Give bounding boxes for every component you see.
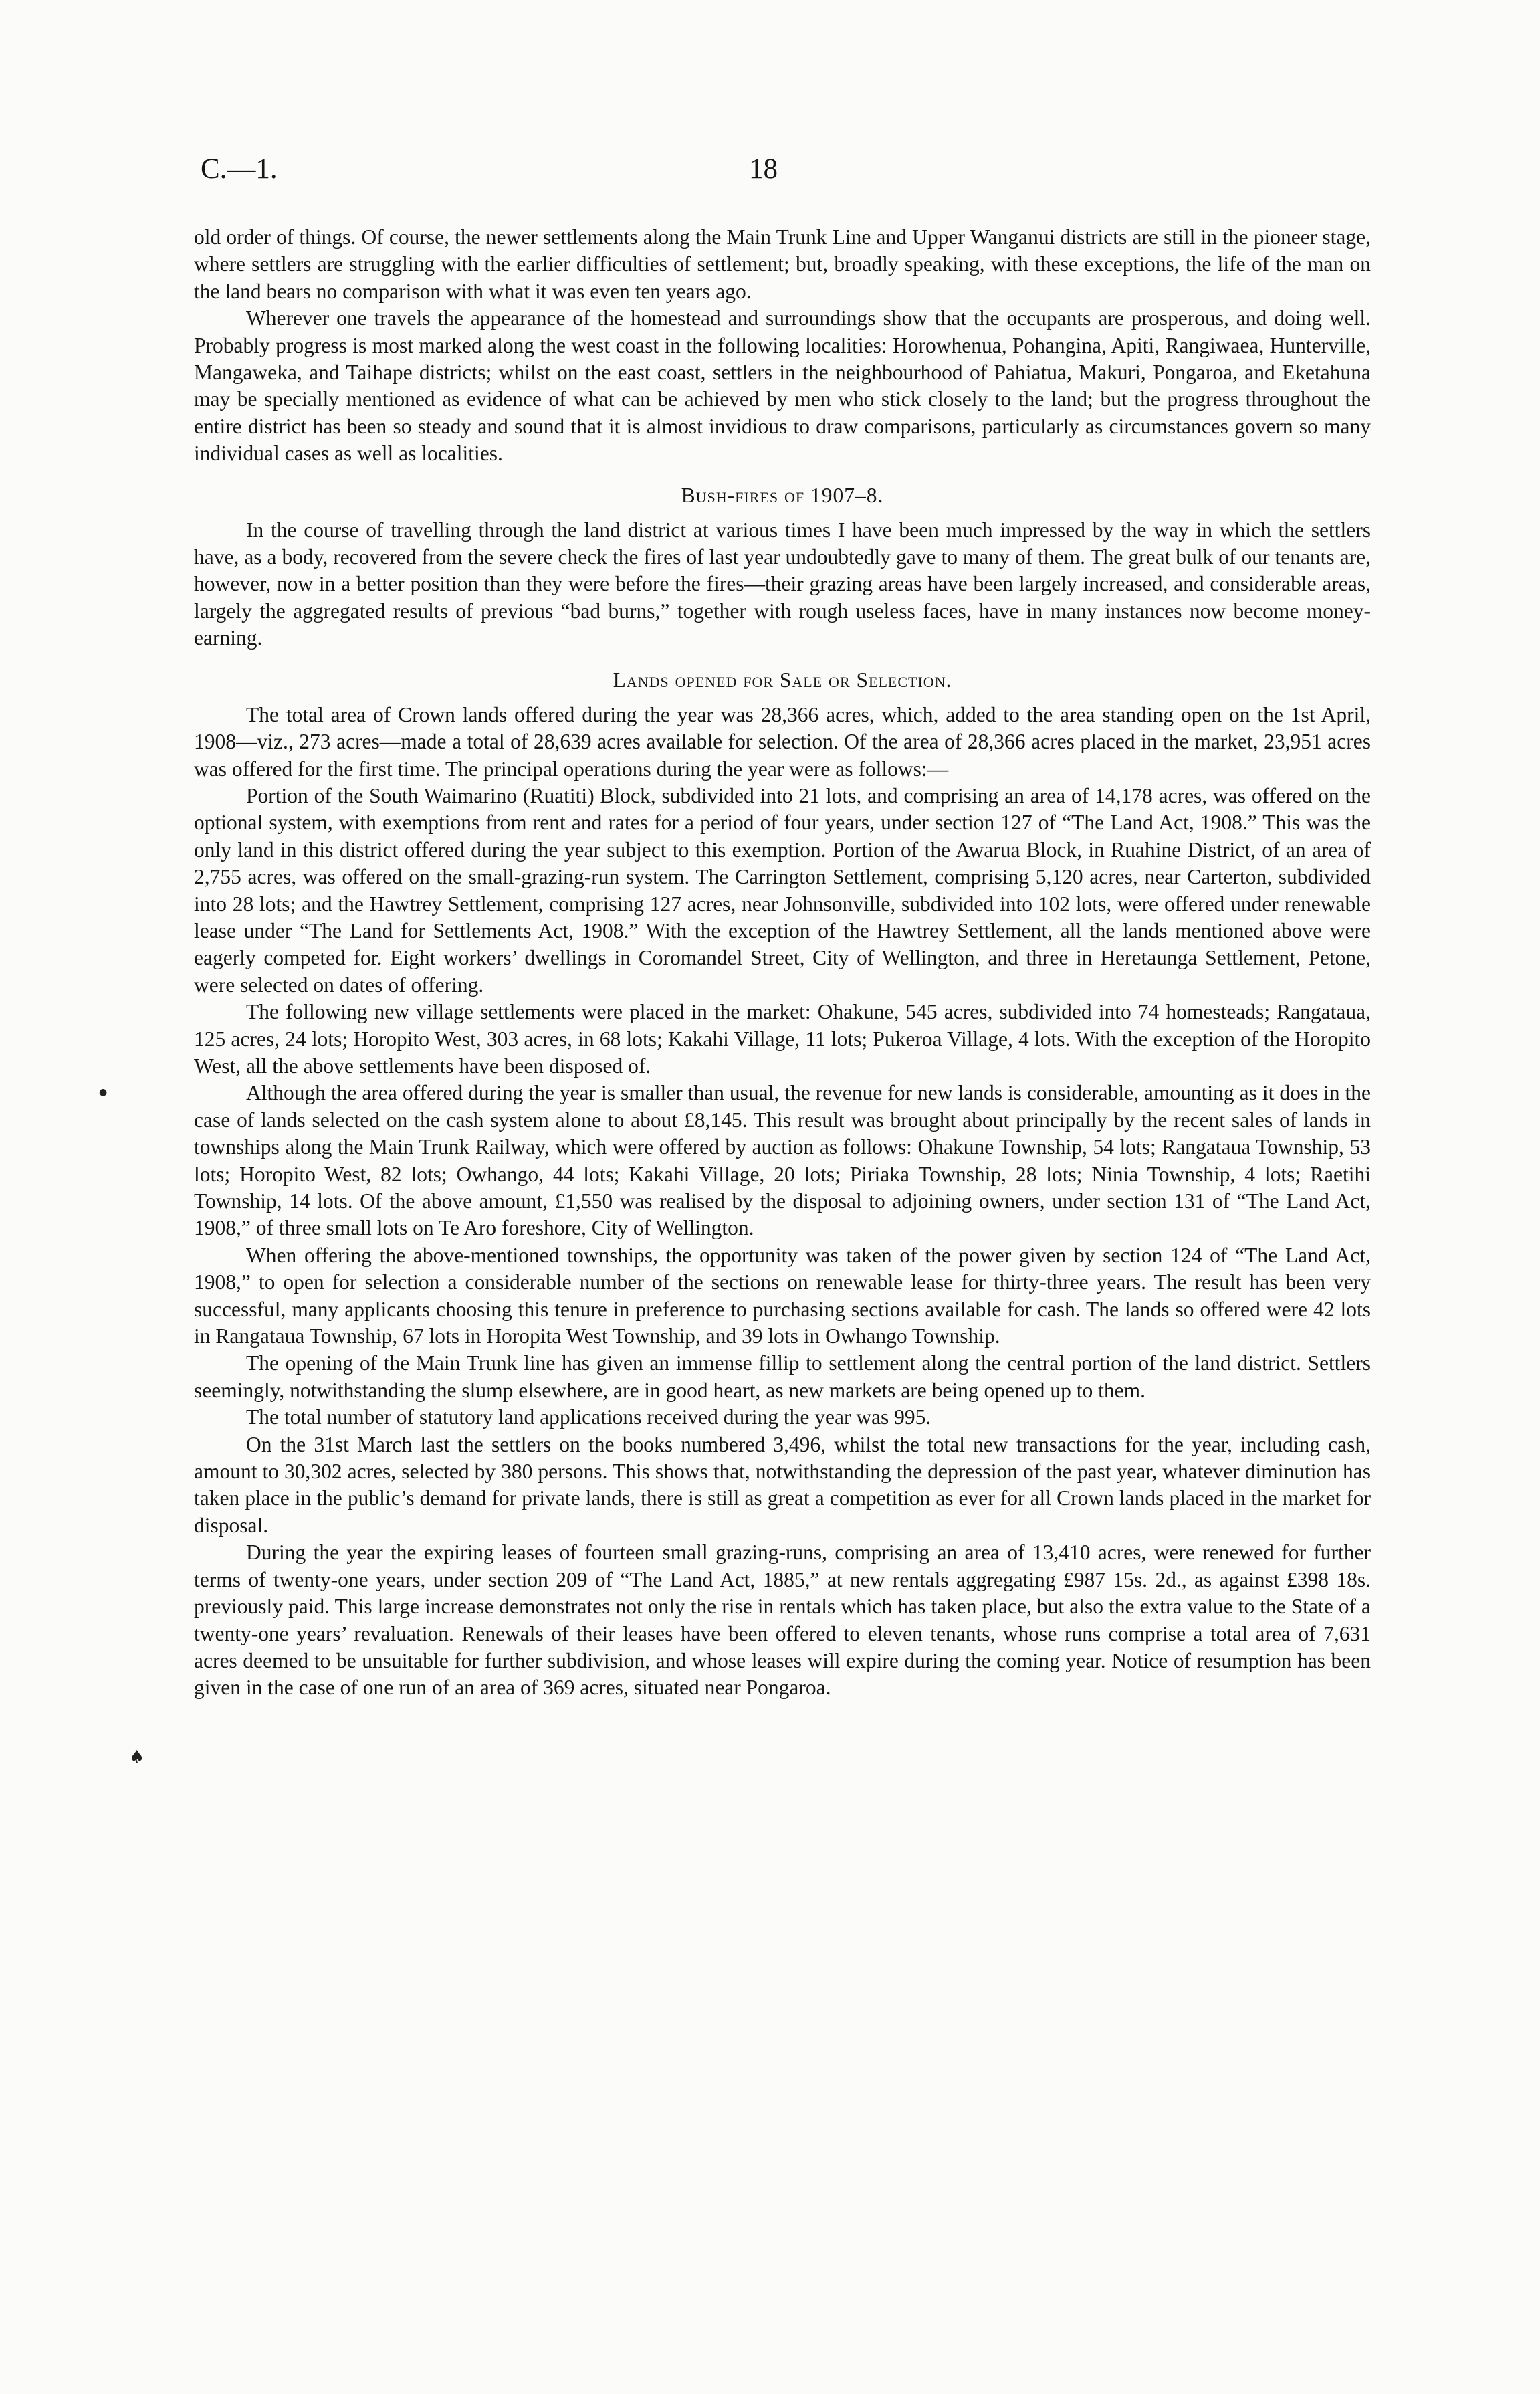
margin-dot-mark: ● bbox=[99, 1087, 108, 1098]
document-reference: C.—1. bbox=[201, 153, 278, 185]
paragraph: old order of things. Of course, the newer settlements along the Main Trunk Line and Upper Wanganui districts are still in the pioneer stage, where settlers are struggling with the earlier difficulties of settlement; but, broadly speaking, with these exceptions, the life of the man on the land bears no comparison with what it was even ten years ago. bbox=[194, 225, 1371, 303]
page-number: 18 bbox=[749, 153, 778, 185]
paragraph: The opening of the Main Trunk line has given an immense fillip to settlement along the central portion of the land district. Settlers seemingly, notwithstanding the slump elsewhere, are in good heart, as new markets are being opened up to them. bbox=[194, 1351, 1371, 1402]
document-body bbox=[194, 224, 1371, 1702]
paragraph: In the course of travelling through the land district at various times I have been much impressed by the way in which the settlers have, as a body, recovered from the severe check the fires of last year undoubtedly gave to many of them. The great bulk of our tenants are, however, now in a better position than they were before the fires—their grazing areas have been largely increased, and considerable areas, largely the aggregated results of previous “bad burns,” together with rough useless faces, have in many instances now become money-earning. bbox=[194, 518, 1371, 650]
paragraph: The following new village settlements were placed in the market: Ohakune, 545 acres, subdivided into 74 homesteads; Rangataua, 125 acres, 24 lots; Horopito West, 303 acres, in 68 lots; Kakahi Village, 11 lots; Pukeroa Village, 4 lots. With the exception of the Horopito West, all the above settlements have been disposed of. bbox=[194, 1000, 1371, 1078]
paragraph: The total area of Crown lands offered during the year was 28,366 acres, which, added to the area standing open on the 1st April, 1908—viz., 273 acres—made a total of 28,639 acres available for selection. Of the area of 28,366 acres placed in the market, 23,951 acres was offered for the first time. The principal operations during the year were as follows:— bbox=[194, 702, 1371, 781]
paragraph: On the 31st March last the settlers on the books numbered 3,496, whilst the total new transactions for the year, including cash, amount to 30,302 acres, selected by 380 persons. This shows that, notwithstanding the depression of the past year, whatever diminution has taken place in the public’s demand for private lands, there is still as great a competition as ever for all Crown lands placed in the market for disposal. bbox=[194, 1432, 1371, 1537]
paragraph: Although the area offered during the year is smaller than usual, the revenue for new lands is considerable, amounting as it does in the case of lands selected on the cash system alone to about £8,145. This result was brought about principally by the recent sales of lands in townships along the Main Trunk Railway, which were offered by auction as follows: Ohakune Township, 54 lots; Rangataua Township, 53 lots; Horopito West, 82 lots; Owhango, 44 lots; Kakahi Village, 20 lots; Piriaka Township, 28 lots; Ninia Township, 4 lots; Raetihi Township, 14 lots. Of the above amount, £1,550 was realised by the disposal to adjoining owners, under section 131 of “The Land Act, 1908,” of three small lots on Te Aro foreshore, City of Wellington. bbox=[194, 1081, 1371, 1240]
section-heading: Lands opened for Sale or Selection. bbox=[613, 668, 952, 692]
margin-ink-blot: ♠ bbox=[129, 1747, 145, 1767]
paragraph: Wherever one travels the appearance of the homestead and surroundings show that the occupants are prosperous, and doing well. Probably progress is most marked along the west coast in the following localities: Horowhenua, Pohangina, Apiti, Rangiwaea, Hunterville, Mangaweka, and Taihape districts; whilst on the east coast, settlers in the neighbourhood of Pahiatua, Makuri, Pongaroa, and Eketahuna may be specially mentioned as evidence of what can be achieved by men who stick closely to the land; but the progress throughout the entire district has been so steady and sound that it is almost invidious to draw comparisons, particularly as circumstances govern so many individual cases as well as localities. bbox=[194, 306, 1371, 466]
paragraph: During the year the expiring leases of fourteen small grazing-runs, comprising an area of 13,410 acres, were renewed for further terms of twenty-one years, under section 209 of “The Land Act, 1885,” at new rentals aggregating £987 15s. 2d., as against £398 18s. previously paid. This large increase demonstrates not only the rise in rentals which has taken place, but also the extra value to the State of a twenty-one years’ revaluation. Renewals of their leases have been offered to eleven tenants, whose runs comprise a total area of 7,631 acres deemed to be unsuitable for further subdivision, and whose leases will expire during the coming year. Notice of resumption has been given in the case of one run of an area of 369 acres, situated near Pongaroa. bbox=[194, 1540, 1371, 1700]
paragraph: The total number of statutory land applications received during the year was 995. bbox=[246, 1405, 931, 1429]
section-heading: Bush-fires of 1907–8. bbox=[681, 483, 884, 507]
paragraph: Portion of the South Waimarino (Ruatiti) Block, subdivided into 21 lots, and comprising an area of 14,178 acres, was offered on the optional system, with exemptions from rent and rates for a period of four years, under section 127 of “The Land Act, 1908.” This was the only land in this district offered during the year subject to this exemption. Portion of the Awarua Block, in Ruahine District, of an area of 2,755 acres, was offered on the small-grazing-run system. The Carrington Settlement, comprising 5,120 acres, near Carterton, subdivided into 28 lots; and the Hawtrey Settlement, comprising 127 acres, near Johnsonville, subdivided into 102 lots, were offered under renewable lease under “The Land for Settlements Act, 1908.” With the exception of the Hawtrey Settlement, all the lands mentioned above were eagerly competed for. Eight workers’ dwellings in Coromandel Street, City of Wellington, and three in Heretaunga Settlement, Petone, were selected on dates of offering. bbox=[194, 783, 1371, 997]
paragraph: When offering the above-mentioned townships, the opportunity was taken of the power given by section 124 of “The Land Act, 1908,” to open for selection a considerable number of the sections on renewable lease for thirty-three years. The result has been very successful, many applicants choosing this tenure in preference to purchasing sections available for cash. The lands so offered were 42 lots in Rangataua Township, 67 lots in Horopita West Township, and 39 lots in Owhango Township. bbox=[194, 1243, 1371, 1349]
